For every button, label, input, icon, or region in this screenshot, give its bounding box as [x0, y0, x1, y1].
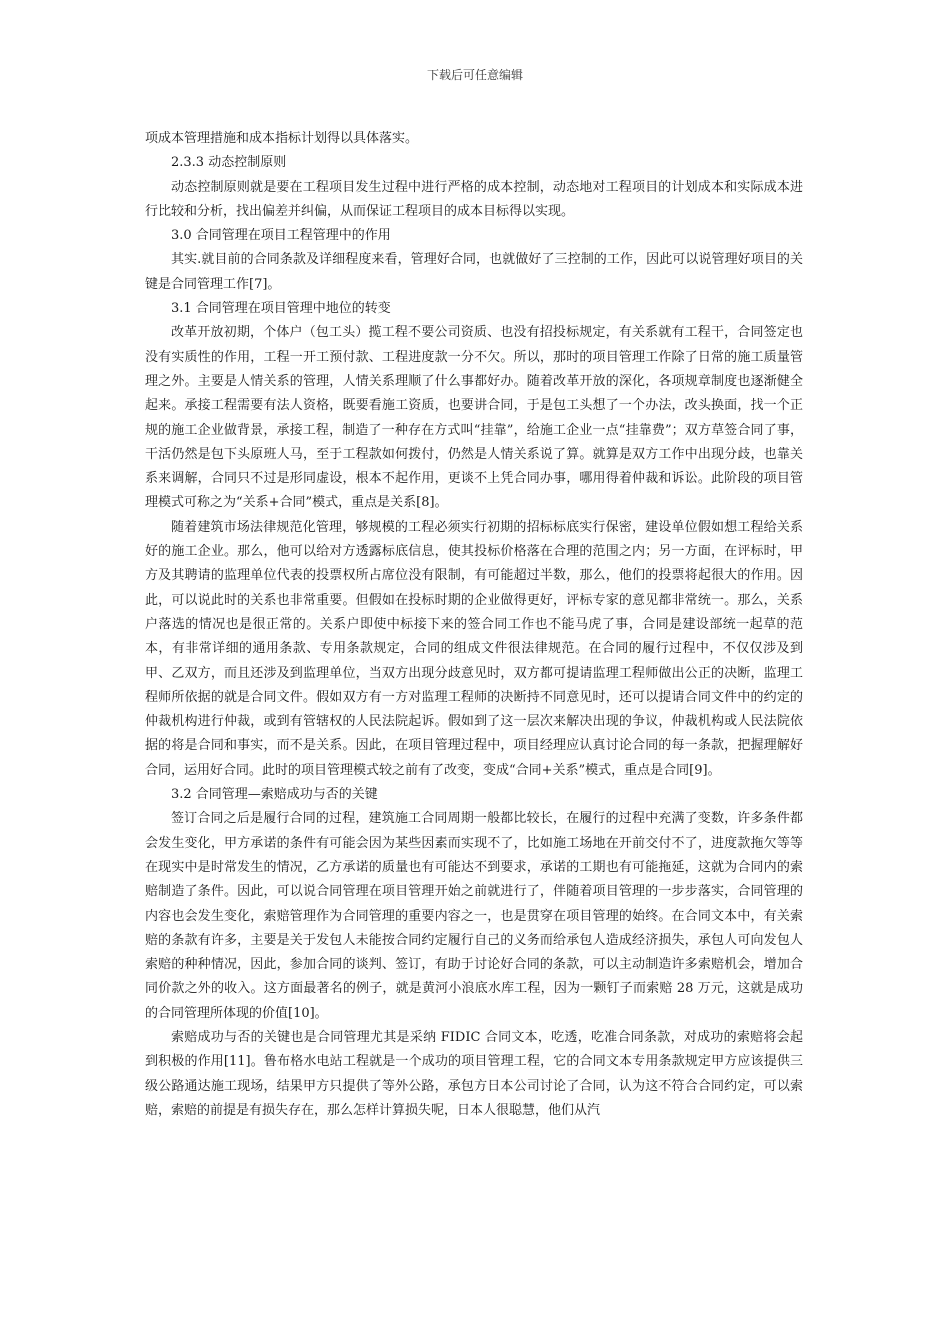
page-header: 下载后可任意编辑	[426, 68, 523, 82]
document-body	[145, 127, 803, 1123]
section-heading: 3.2 合同管理—索赔成功与否的关键	[171, 787, 378, 803]
paragraph: 索赔成功与否的关键也是合同管理尤其是采纳 FIDIC 合同文本，吃透，吃准合同条款，对成功的索赔将会起到积极的作用[11]。鲁布格水电站工程就是一个成功的项目管理工程，它的合同文本专用条款规定甲方应该提供三级公路通达施工现场，结果甲方只提供了等外公路，承包方日本公司讨论了合同，认为这不符合合同约定，可以索赔，索赔的前提是有损失存在，那么怎样计算损失呢，日本人很聪慧，他们从汽	[145, 1029, 803, 1118]
paragraph: 改革开放初期，个体户（包工头）揽工程不要公司资质、也没有招投标规定，有关系就有工程干，合同签定也没有实质性的作用，工程一开工预付款、工程进度款一分不欠。所以，那时的项目管理工作除了日常的施工质量管理之外。主要是人情关系的管理，人情关系理顺了什么事都好办。随着改革开放的深化，各项规章制度也逐渐健全起来。承接工程需要有法人资格，既要看施工资质，也要讲合同，于是包工头想了一个办法，改头换面，找一个正规的施工企业做背景，承接工程，制造了一种存在方式叫“挂靠”，给施工企业一点“挂靠费”；双方草签合同了事，干活仍然是包下头原班人马，至于工程款如何拨付，仍然是人情关系说了算。就算是双方工作中出现分歧，也靠关系来调解，合同只不过是形同虚设，根本不起作用，更谈不上凭合同办事，哪用得着仲裁和诉讼。此阶段的项目管理模式可称之为“关系+合同”模式，重点是关系[8]。	[145, 325, 803, 511]
paragraph: 其实.就目前的合同条款及详细程度来看，管理好合同，也就做好了三控制的工作，因此可以说管理好项目的关键是合同管理工作[7]。	[145, 252, 803, 292]
paragraph: 动态控制原则就是要在工程项目发生过程中进行严格的成本控制，动态地对工程项目的计划成本和实际成本进行比较和分析，找出偏差并纠偏，从而保证工程项目的成本目标得以实现。	[145, 179, 803, 219]
section-heading: 3.0 合同管理在项目工程管理中的作用	[171, 228, 391, 244]
paragraph: 签订合同之后是履行合同的过程，建筑施工合同周期一般都比较长，在履行的过程中充满了变数，许多条件都会发生变化，甲方承诺的条件有可能会因为某些因素而实现不了，比如施工场地在开前交付不了，进度款拖欠等等在现实中是时常发生的情况，乙方承诺的质量也有可能达不到要求，承诺的工期也有可能拖延，这就为合同内的索赔制造了条件。因此，可以说合同管理在项目管理开始之前就进行了，伴随着项目管理的一步步落实，合同管理的内容也会发生变化，索赔管理作为合同管理的重要内容之一，也是贯穿在项目管理的始终。在合同文本中，有关索赔的条款有许多，主要是关于发包人未能按合同约定履行自己的义务而给承包人造成经济损失，承包人可向发包人索赔的种种情况，因此，参加合同的谈判、签订，有助于讨论好合同的条款，可以主动制造许多索赔机会，增加合同价款之外的收入。这方面最著名的例子，就是黄河小浪底水库工程，因为一颗钉子而索赔 28 万元，这就是成功的合同管理所体现的价值[10]。	[145, 811, 803, 1021]
section-heading: 3.1 合同管理在项目管理中地位的转变	[171, 301, 391, 317]
paragraph: 随着建筑市场法律规范化管理，够规模的工程必须实行初期的招标标底实行保密，建设单位假如想工程给关系好的施工企业。那么，他可以给对方透露标底信息，使其投标价格落在合理的范围之内；另一方面，在评标时，甲方及其聘请的监理单位代表的投票权所占席位没有限制，有可能超过半数，那么，他们的投票将起很大的作用。因此，可以说此时的关系也非常重要。但假如在投标时期的企业做得更好，评标专家的意见都非常统一。那么，关系户落选的情况也是很正常的。关系户即使中标接下来的签合同工作也不能马虎了事，合同是建设部统一起草的范本，有非常详细的通用条款、专用条款规定，合同的组成文件很法律规范。在合同的履行过程中，不仅仅涉及到甲、乙双方，而且还涉及到监理单位，当双方出现分歧意见时，双方都可提请监理工程师做出公正的决断，监理工程师所依据的就是合同文件。假如双方有一方对监理工程师的决断持不同意见时，还可以提请合同文件中的约定的仲裁机构进行仲裁，或到有管辖权的人民法院起诉。假如到了这一层次来解决出现的争议，仲裁机构或人民法院依据的将是合同和事实，而不是关系。因此，在项目管理过程中，项目经理应认真讨论合同的每一条款，把握理解好合同，运用好合同。此时的项目管理模式较之前有了改变，变成“合同+关系”模式，重点是合同[9]。	[145, 519, 803, 778]
section-heading: 2.3.3 动态控制原则	[171, 155, 287, 171]
paragraph: 项成本管理措施和成本指标计划得以具体落实。	[145, 131, 419, 146]
